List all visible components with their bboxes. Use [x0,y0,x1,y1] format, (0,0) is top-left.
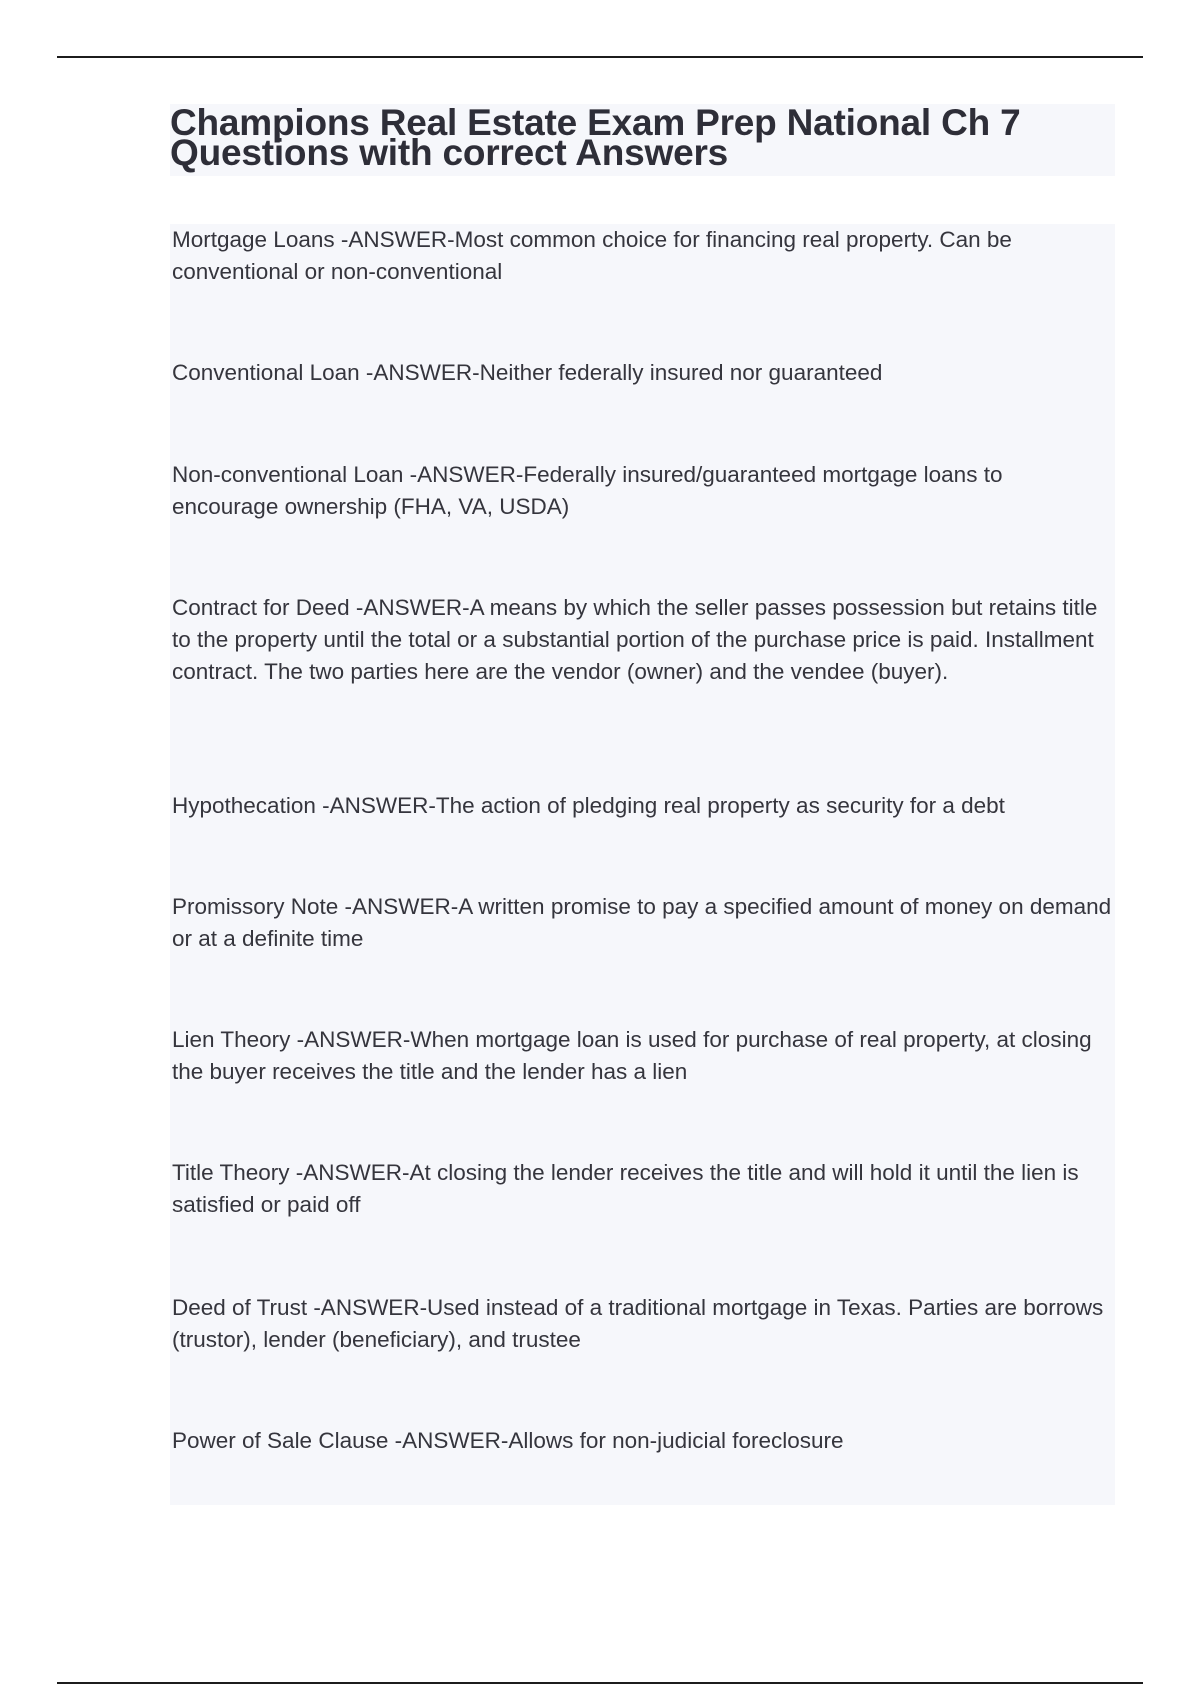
qa-item-lien-theory: Lien Theory -ANSWER-When mortgage loan is used for purchase of real property, at closing the buyer receives the title and the lender has a lien [172,1027,1092,1084]
qa-list [170,224,1115,1505]
title-line-1: Champions Real Estate Exam Prep National Ch 7 [170,102,1021,143]
bottom-rule [57,1682,1143,1684]
top-rule [57,56,1143,58]
title-block [170,104,1115,176]
qa-item-contract-for-deed: Contract for Deed -ANSWER-A means by which the seller passes possession but retains title to the property until the total or a substantial portion of the purchase price is paid. Installment contract. The two parties here are the vendor (owner) and the vendee (buyer). [172,595,1098,684]
qa-item-title-theory: Title Theory -ANSWER-At closing the lender receives the title and will hold it until the lien is satisfied or paid off [172,1160,1079,1217]
qa-item-hypothecation: Hypothecation -ANSWER-The action of pledging real property as security for a debt [172,793,1005,818]
qa-item-conventional-loan: Conventional Loan -ANSWER-Neither federally insured nor guaranteed [172,360,883,385]
qa-item-deed-of-trust: Deed of Trust -ANSWER-Used instead of a traditional mortgage in Texas. Parties are borrows (trustor), lender (beneficiary), and trustee [172,1295,1104,1352]
title-line-2: Questions with correct Answers [170,132,729,173]
qa-item-non-conventional-loan: Non-conventional Loan -ANSWER-Federally insured/guaranteed mortgage loans to encourage ownership (FHA, VA, USDA) [172,462,1003,519]
document-title [170,102,1115,173]
qa-item-promissory-note: Promissory Note -ANSWER-A written promise to pay a specified amount of money on demand or at a definite time [172,894,1112,951]
qa-item-power-of-sale-clause: Power of Sale Clause -ANSWER-Allows for non-judicial foreclosure [172,1428,844,1453]
qa-item-mortgage-loans: Mortgage Loans -ANSWER-Most common choice for financing real property. Can be conventional or non-conventional [172,227,1012,284]
